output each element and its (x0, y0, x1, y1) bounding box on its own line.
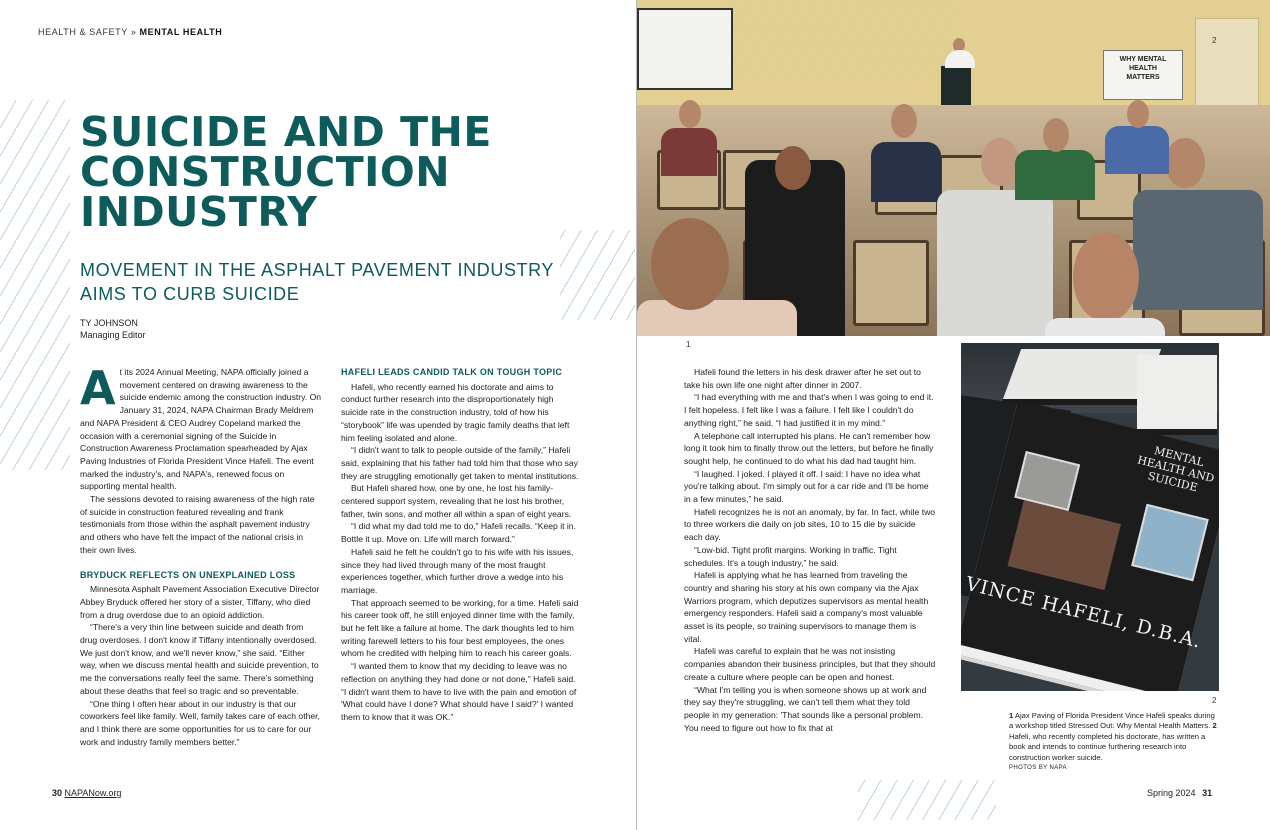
attendee (1133, 190, 1263, 310)
photo1-number: 1 (686, 340, 691, 349)
article-subtitle: MOVEMENT IN THE ASPHALT PAVEMENT INDUSTRY AIMS TO CURB SUICIDE (80, 260, 554, 304)
paragraph: “I had everything with me and that's when I was going to end it. I felt hopeless. I felt like I was a failure. I felt like I couldn't do anything right,” he said. “I had justified it in my mind.” (684, 392, 934, 428)
folio-left (52, 788, 121, 798)
decorative-hatch-right (858, 780, 996, 820)
attendee-head (981, 138, 1019, 186)
photo-wall-pattern (727, 0, 957, 80)
page-number-right: 31 (1202, 788, 1213, 798)
attendee-head (1073, 232, 1139, 322)
paragraph: Minnesota Asphalt Pavement Association Executive Director Abbey Bryduck offered her story of a sister, Tiffany, who died from a drug overdose due to an opioid addiction. (80, 584, 320, 620)
easel-sign-text: WHY MENTAL HEALTH MATTERS (1119, 56, 1167, 81)
paragraph: “There's a very thin line between suicide and death from drug overdoses. I don't know if Tiffany intentionally overdosed. We just don't know, and we'll never know,” she said. “Either way, when we discuss mental health and suicide prevention, to me the conversations really feel the same. There's something about these deaths that feel so tragic and so preventable. (80, 622, 319, 696)
attendee (1045, 318, 1165, 336)
subheading-hafeli: HAFELI LEADS CANDID TALK ON TOUGH TOPIC (341, 367, 563, 377)
left-column-1 (80, 361, 322, 748)
paragraph: That approach seemed to be working, for a time. Hafeli said his career took off, he still enjoyed dinner time with the family, but he felt like a failure at home. The dark thoughts led to him writing farewell letters to his four best employees, the ones whom he credited with helping him to reach his career goals. (341, 597, 579, 659)
right-column (684, 366, 936, 734)
photo-door (1195, 18, 1259, 116)
photo-inset-number: 2 (1212, 36, 1217, 45)
attendee (637, 300, 797, 336)
book-cover-title: MENTAL HEALTH AND SUICIDE (1136, 444, 1216, 495)
caption-text-1: Ajax Paving of Florida President Vince Hafeli speaks during a workshop titled Stressed Out: Why Mental Health Matters. (1009, 711, 1215, 731)
attendee-head (1165, 138, 1205, 188)
conference-photo (637, 0, 1270, 336)
paragraph: “Low-bid. Tight profit margins. Working in traffic. Tight schedules. It's a tough industry,” he said. (684, 544, 897, 568)
author-role: Managing Editor (80, 330, 146, 340)
paragraph: “I wanted them to know that my deciding to leave was no reflection on anything they had done or not done,” Hafeli said. “I didn't want them to have to live with the pain and emotion of 'What could have I done? What should have I said?' I wanted them to know that it was OK.” (341, 661, 577, 722)
attendee-head (891, 104, 917, 138)
paragraph: Hafeli said he felt he couldn't go to his wife with his issues, since they had lived through many of the most fraught experiences together, which further drove a wedge into his marriage. (341, 546, 574, 595)
paragraph: The sessions devoted to raising awareness of the high rate of suicide in construction featured revealing and frank testimonials from those within the asphalt pavement industry and others who have felt the impact of the national crisis in their own lives. (80, 494, 315, 555)
attendee-head (1127, 100, 1149, 128)
decorative-hatch-left (0, 100, 70, 470)
photo2-number: 2 (1212, 696, 1217, 705)
paragraph: “I did what my dad told me to do,” Hafeli recalls. “Keep it in. Bottle it up. Move on. Life will march forward.” (341, 521, 576, 545)
intro-paragraph (80, 361, 322, 493)
issue-name: Spring 2024 (1147, 788, 1196, 798)
attendee (661, 128, 717, 176)
book-photo (961, 343, 1219, 691)
paragraph: Hafeli is applying what he has learned from traveling the country and sharing his story at his own company via the Ajax Warriors program, which deputizes supervisors as mental health emergency responders. Hafeli said a company's most valuable asset is its people, so training supervisors to manage them is vital. (684, 570, 929, 644)
intro-text: t its 2024 Annual Meeting, NAPA officially joined a movement centered on drawing awareness to the suicide endemic among the construction industry. On January 31, 2024, NAPA Chairman Brady Meldrem and NAPA President & CEO Audrey Copeland marked the occasion with a ceremonial signing of the Suicide in Construction Awareness Proclamation spearheaded by Ajax Paving Industries of Florida President Vince Hafeli. The event marked the industry's, and NAPA's, renewed focus on supporting mental health. (80, 367, 322, 492)
attendee (1015, 150, 1095, 200)
attendee (1105, 126, 1169, 174)
paragraph: Hafeli found the letters in his desk drawer after he set out to take his own life one night after dinner in 2007. (684, 367, 921, 390)
paragraph: “One thing I often hear about in our industry is that our coworkers feel like family. Well, family takes care of each other, and I think there are some opportunities for us to care for our work and industry family members better.” (80, 698, 320, 747)
photo-caption (1009, 711, 1221, 773)
section-separator: » (130, 27, 137, 37)
drop-cap: A (80, 361, 116, 415)
paragraph: A telephone call interrupted his plans. He can't remember how long it took him to finally throw out the letters, but before he finally sought help, he continued to do what his dad had taught him. (684, 430, 934, 466)
paragraph: “I didn't want to talk to people outside of the family,” Hafeli said, explaining that his father had told him that those who say they are struggling emotionally get taken to mental institutions. (341, 445, 579, 481)
caption-number-2: 2 (1212, 721, 1217, 731)
easel-sign (1103, 50, 1183, 100)
attendee (937, 190, 1053, 336)
paragraph: Hafeli recognizes he is not an anomaly, by far. In fact, while two to three workers die daily on job sites, 10 to 15 die by suicide each day. (684, 506, 936, 543)
book-stack-back (1137, 355, 1217, 435)
book-photo-speaker (1007, 500, 1120, 590)
attendee-head (1043, 118, 1069, 152)
caption-text-2: Hafeli, who recently completed his doctorate, has written a book and intends to continue furthering research into construction worker suicide. (1009, 731, 1206, 762)
left-column-2 (341, 366, 581, 724)
book-cover-author: VINCE HAFELI, D.B.A. (963, 572, 1204, 653)
section-name: HEALTH & SAFETY (38, 27, 128, 37)
caption-number-1: 1 (1009, 711, 1014, 720)
chair (853, 240, 929, 326)
subsection-name: MENTAL HEALTH (139, 27, 223, 37)
attendee (871, 142, 941, 202)
projector-screen (637, 8, 733, 90)
byline (80, 317, 146, 341)
attendee-head (775, 146, 811, 190)
paragraph: “I laughed. I joked. I played it off. I said: I have no idea what you're talking about. I'm simply out for a car ride and I'll be home in a few minutes,” he said. (684, 468, 929, 505)
page-number-left: 30 (52, 788, 63, 798)
author-name: TY JOHNSON (80, 318, 138, 328)
website-link[interactable]: NAPANow.org (64, 788, 122, 798)
paragraph: But Hafeli shared how, one by one, he lost his family-centered support system, revealing that he lost his brother, father, twin sons, and mother all within a span of eight years. (341, 483, 572, 519)
paragraph: Hafeli was careful to explain that he was not insisting companies abandon their business principles, but that they should create a culture where people can be open and honest. (684, 646, 936, 682)
section-label (38, 27, 222, 37)
paragraph: Hafeli, who recently earned his doctorate and aims to conduct further research into the disproportionately high suicide rate in the construction industry, told of how his “storybook” life was upended by tragic family deaths that left him feeling isolated and alone. (341, 381, 570, 443)
book-photo-worker (1131, 504, 1209, 582)
folio-right (1147, 788, 1212, 798)
subheading-bryduck: BRYDUCK REFLECTS ON UNEXPLAINED LOSS (80, 569, 296, 580)
article-title: SUICIDE AND THE CONSTRUCTION INDUSTRY (80, 108, 492, 236)
photo-credit: PHOTOS BY NAPA (1009, 765, 1067, 772)
paragraph: “What I'm telling you is when someone shows up at work and they say they're struggling, we can't tell them what they told people in my generation: 'That sounds like a personal problem. You need to figure out how to fix that at (684, 684, 927, 733)
attendee-head (651, 218, 729, 310)
attendee-head (679, 100, 701, 128)
